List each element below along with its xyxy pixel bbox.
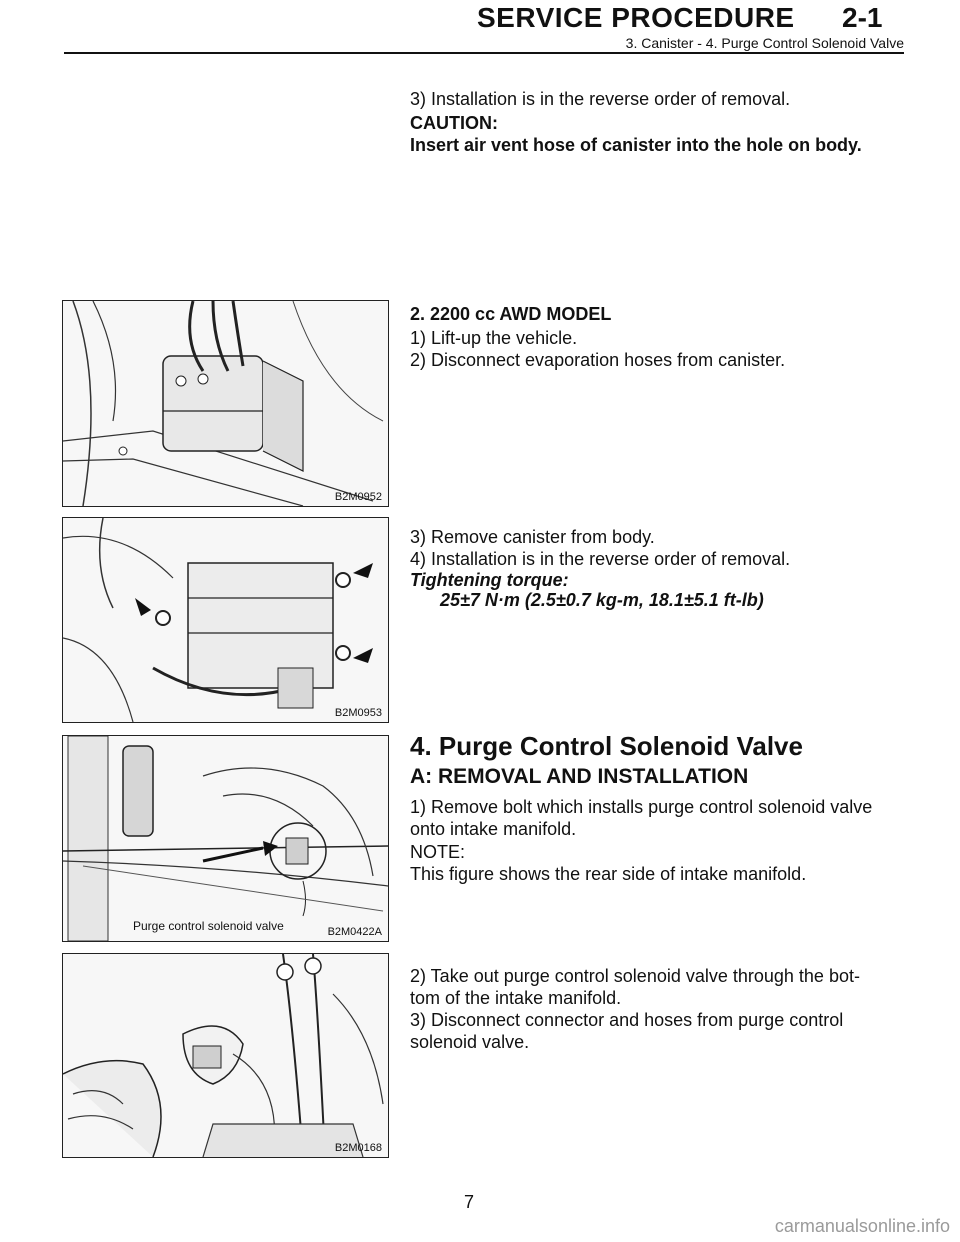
step-installation-reverse: 4) Installation is in the reverse order of removal. [410, 549, 791, 569]
figure-code: B2M0952 [334, 491, 382, 503]
subheading-removal-installation: A: REMOVAL AND INSTALLATION [410, 765, 749, 788]
figure-canister-hoses [62, 300, 389, 507]
canister-bolts-illustration [63, 518, 388, 722]
watermark: carmanualsonline.info [774, 1216, 950, 1236]
step-disconnect-line2: solenoid valve. [410, 1032, 530, 1052]
subsection-heading-awd: 2. 2200 cc AWD MODEL [410, 304, 612, 324]
figure-code: B2M0953 [334, 707, 382, 719]
step-take-out-line1: 2) Take out purge control solenoid valve through the bot- [410, 966, 860, 986]
step-take-out-line2: tom of the intake manifold. [410, 988, 622, 1008]
figure-canister-bolts [62, 517, 389, 723]
figure-purge-valve-location [62, 735, 389, 942]
valve-removal-illustration [63, 954, 388, 1157]
figure-take-out-valve [62, 953, 389, 1158]
note-label: NOTE: [410, 842, 466, 862]
caution-text: Insert air vent hose of canister into the hole on body. [410, 135, 862, 155]
header-divider [64, 52, 904, 54]
torque-label: Tightening torque: [410, 570, 569, 590]
note-text: This figure shows the rear side of intake manifold. [410, 864, 807, 884]
torque-value: 25±7 N·m (2.5±0.7 kg-m, 18.1±5.1 ft-lb) [440, 590, 764, 610]
step-lift-up: 1) Lift-up the vehicle. [410, 328, 578, 348]
step-remove-bolt-line1: 1) Remove bolt which installs purge control solenoid valve [410, 797, 873, 817]
page-number: 7 [464, 1192, 475, 1212]
figure-code: B2M0422A [327, 926, 382, 938]
step-remove-canister: 3) Remove canister from body. [410, 527, 655, 547]
step-installation: 3) Installation is in the reverse order of removal. [410, 89, 791, 109]
page-title: SERVICE PROCEDURE [477, 2, 795, 33]
section-heading-purge-valve: 4. Purge Control Solenoid Valve [410, 731, 803, 761]
page-subtitle: 3. Canister - 4. Purge Control Solenoid Valve [625, 35, 904, 51]
section-number: 2-1 [842, 2, 883, 33]
figure-callout-label: Purge control solenoid valve [133, 919, 284, 933]
intake-manifold-illustration [63, 736, 388, 941]
caution-label: CAUTION: [410, 113, 498, 133]
canister-illustration [63, 301, 388, 506]
step-disconnect-line1: 3) Disconnect connector and hoses from purge control [410, 1010, 844, 1030]
figure-code: B2M0168 [334, 1142, 382, 1154]
step-disconnect-hoses: 2) Disconnect evaporation hoses from canister. [410, 350, 786, 370]
step-remove-bolt-line2: onto intake manifold. [410, 819, 577, 839]
